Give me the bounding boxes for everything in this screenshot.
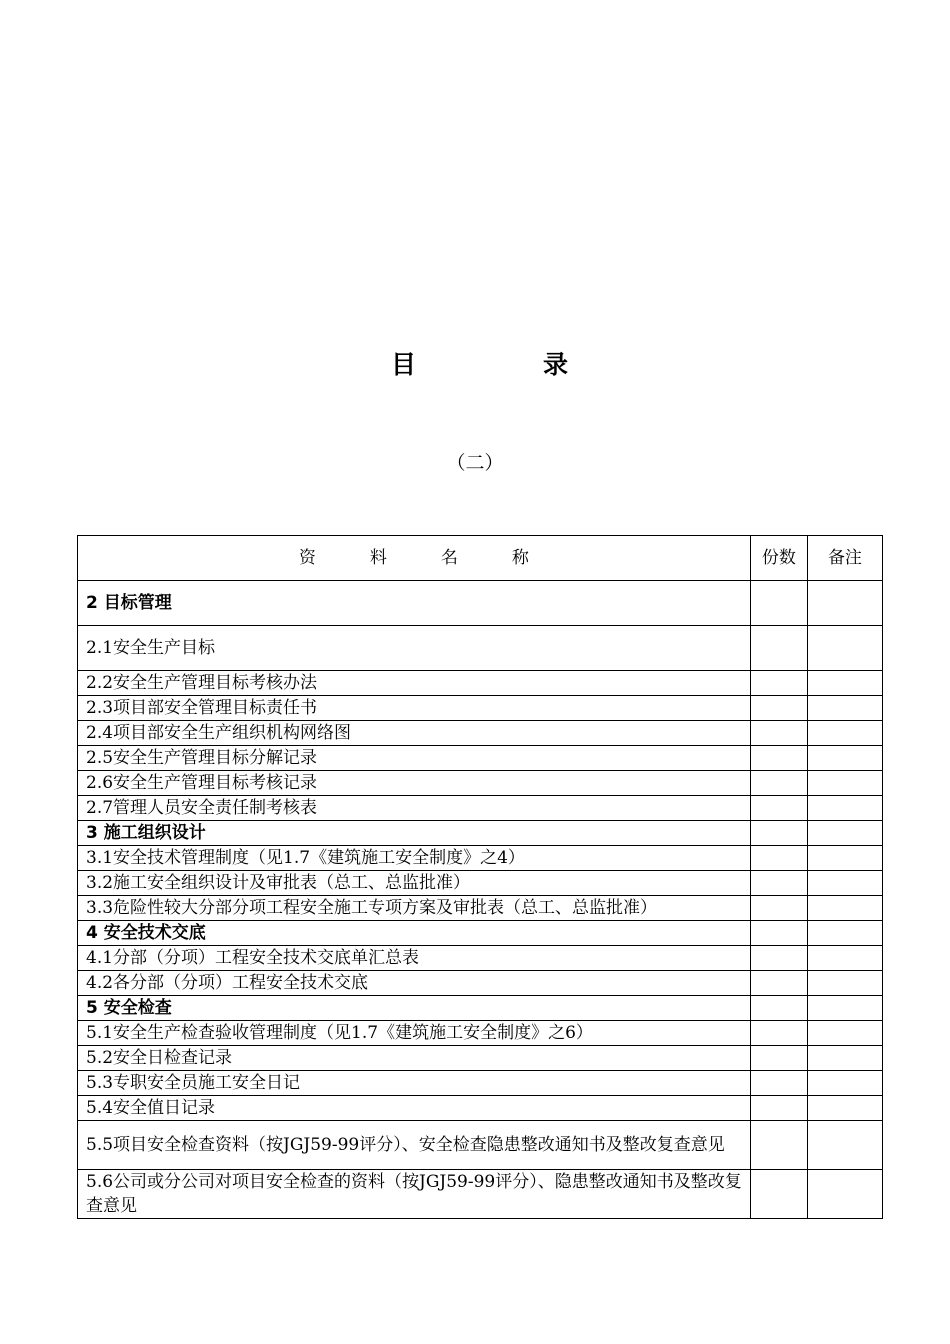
table-row	[78, 871, 883, 896]
copies-cell	[750, 696, 807, 721]
copies-cell	[750, 1096, 807, 1121]
header-copies: 份数	[750, 536, 807, 581]
table-row	[78, 796, 883, 821]
item-name: 2.2安全生产管理目标考核办法	[78, 671, 751, 696]
section-row	[78, 821, 883, 846]
item-name: 3.3危险性较大分部分项工程安全施工专项方案及审批表（总工、总监批准）	[78, 896, 751, 921]
notes-cell	[807, 671, 882, 696]
table-row	[78, 946, 883, 971]
item-name: 2.5安全生产管理目标分解记录	[78, 746, 751, 771]
table-row	[78, 846, 883, 871]
section-row	[78, 581, 883, 626]
table-row	[78, 1071, 883, 1096]
copies-cell	[750, 846, 807, 871]
copies-cell	[750, 921, 807, 946]
header-name-char: 名	[440, 548, 458, 568]
copies-cell	[750, 771, 807, 796]
notes-cell	[807, 1170, 882, 1219]
item-name: 5.4安全值日记录	[78, 1096, 751, 1121]
title-char-1: 目	[391, 350, 417, 379]
item-name: 2.4项目部安全生产组织机构网络图	[78, 721, 751, 746]
title-char-2: 录	[543, 350, 569, 379]
notes-cell	[807, 871, 882, 896]
notes-cell	[807, 771, 882, 796]
item-name: 2.7管理人员安全责任制考核表	[78, 796, 751, 821]
copies-cell	[750, 971, 807, 996]
section-title: 5 安全检查	[78, 996, 751, 1021]
notes-cell	[807, 996, 882, 1021]
copies-cell	[750, 1021, 807, 1046]
section-row	[78, 996, 883, 1021]
notes-cell	[807, 971, 882, 996]
table-row	[78, 971, 883, 996]
copies-cell	[750, 1121, 807, 1170]
item-name: 2.6安全生产管理目标考核记录	[78, 771, 751, 796]
copies-cell	[750, 896, 807, 921]
notes-cell	[807, 821, 882, 846]
copies-cell	[750, 996, 807, 1021]
copies-cell	[750, 821, 807, 846]
copies-cell	[750, 746, 807, 771]
copies-cell	[750, 1046, 807, 1071]
copies-cell	[750, 626, 807, 671]
item-name: 5.2安全日检查记录	[78, 1046, 751, 1071]
copies-cell	[750, 1170, 807, 1219]
notes-cell	[807, 696, 882, 721]
item-name: 4.1分部（分项）工程安全技术交底单汇总表	[78, 946, 751, 971]
header-name	[78, 536, 751, 581]
table-row	[78, 1170, 883, 1219]
page-subtitle: （二）	[446, 452, 504, 474]
notes-cell	[807, 1021, 882, 1046]
header-name-char: 资	[298, 548, 316, 568]
table-row	[78, 771, 883, 796]
contents-table	[77, 535, 883, 1219]
notes-cell	[807, 746, 882, 771]
section-title: 2 目标管理	[78, 581, 751, 626]
notes-cell	[807, 846, 882, 871]
table-row	[78, 896, 883, 921]
table-body	[78, 581, 883, 1219]
notes-cell	[807, 796, 882, 821]
item-name: 2.1安全生产目标	[78, 626, 751, 671]
notes-cell	[807, 1096, 882, 1121]
table-row	[78, 696, 883, 721]
section-row	[78, 921, 883, 946]
notes-cell	[807, 626, 882, 671]
copies-cell	[750, 1071, 807, 1096]
table-row	[78, 1121, 883, 1170]
section-title: 4 安全技术交底	[78, 921, 751, 946]
item-name: 3.1安全技术管理制度（见1.7《建筑施工安全制度》之4）	[78, 846, 751, 871]
copies-cell	[750, 946, 807, 971]
copies-cell	[750, 721, 807, 746]
item-name: 5.5项目安全检查资料（按JGJ59-99评分）、安全检查隐患整改通知书及整改复查意见	[78, 1121, 751, 1170]
table-row	[78, 1046, 883, 1071]
copies-cell	[750, 871, 807, 896]
item-name: 5.3专职安全员施工安全日记	[78, 1071, 751, 1096]
table-row	[78, 746, 883, 771]
item-name: 5.6公司或分公司对项目安全检查的资料（按JGJ59-99评分）、隐患整改通知书及整改复查意见	[78, 1170, 751, 1219]
table-row	[78, 1021, 883, 1046]
section-title: 3 施工组织设计	[78, 821, 751, 846]
table-header-row	[78, 536, 883, 581]
header-name-char: 称	[511, 548, 529, 568]
copies-cell	[750, 581, 807, 626]
header-notes: 备注	[807, 536, 882, 581]
table-row	[78, 626, 883, 671]
item-name: 4.2各分部（分项）工程安全技术交底	[78, 971, 751, 996]
item-name: 5.1安全生产检查验收管理制度（见1.7《建筑施工安全制度》之6）	[78, 1021, 751, 1046]
notes-cell	[807, 721, 882, 746]
notes-cell	[807, 1046, 882, 1071]
table-row	[78, 671, 883, 696]
notes-cell	[807, 896, 882, 921]
header-name-char: 料	[369, 548, 387, 568]
item-name: 2.3项目部安全管理目标责任书	[78, 696, 751, 721]
item-name: 3.2施工安全组织设计及审批表（总工、总监批准）	[78, 871, 751, 896]
table-row	[78, 1096, 883, 1121]
table-row	[78, 721, 883, 746]
notes-cell	[807, 946, 882, 971]
notes-cell	[807, 1071, 882, 1096]
copies-cell	[750, 796, 807, 821]
notes-cell	[807, 581, 882, 626]
notes-cell	[807, 1121, 882, 1170]
notes-cell	[807, 921, 882, 946]
copies-cell	[750, 671, 807, 696]
